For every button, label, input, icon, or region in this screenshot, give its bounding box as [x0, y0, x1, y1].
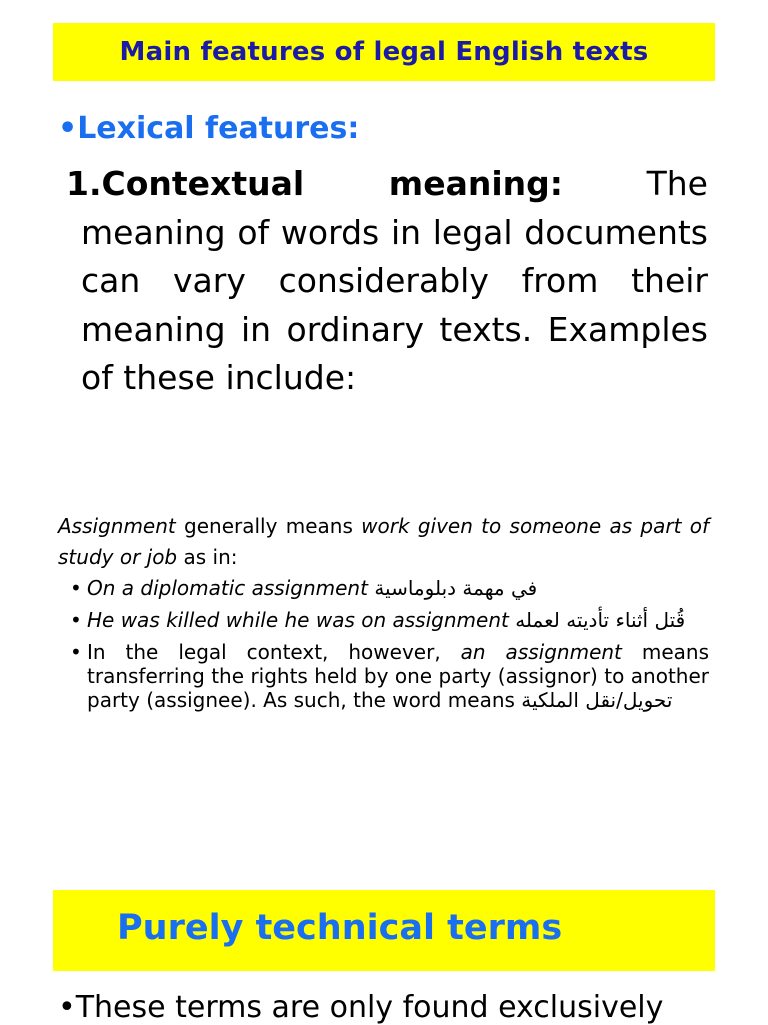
legal-rest: means transferring the rights held by one party (assignor) to another party (assignee). As such, the word means	[87, 640, 709, 712]
list-item	[66, 608, 709, 632]
lexical-heading-text: Lexical features:	[77, 111, 360, 146]
technical-terms-text	[58, 990, 718, 1025]
contextual-term: Contextual meaning:	[101, 164, 563, 203]
legal-lead: In the legal context, however,	[87, 640, 461, 664]
example-english: He was killed while he was on assignment	[87, 608, 509, 632]
contextual-meaning-paragraph	[66, 160, 708, 403]
assignment-meaning: work given to someone as part of study or job	[58, 514, 709, 569]
bullet: •	[70, 576, 82, 600]
example-english: On a diplomatic assignment	[87, 576, 368, 600]
item-number: 1.	[66, 164, 102, 203]
bullet: •	[58, 111, 78, 146]
section-banner	[53, 890, 715, 971]
list-item	[66, 640, 709, 712]
assignment-word: Assignment	[58, 514, 176, 538]
legal-arabic: تحويل/نقل الملكية	[521, 688, 673, 712]
section-title: Purely technical terms	[117, 908, 563, 948]
contextual-text: The meaning of words in legal documents can vary considerably from their meaning in ordinary texts. Examples of these include:	[81, 164, 708, 397]
assignment-mid: generally means	[175, 514, 362, 538]
list-item	[66, 576, 709, 600]
bullet: •	[70, 608, 82, 632]
assignment-tail: as in:	[177, 545, 238, 569]
bullet: •	[70, 640, 82, 664]
examples-list	[66, 576, 709, 712]
title-banner	[53, 23, 715, 81]
legal-term: an assignment	[460, 640, 622, 664]
technical-text: These terms are only found exclusively	[75, 990, 664, 1025]
assignment-definition	[58, 511, 709, 573]
example-arabic: قُتل أثناء تأديته لعمله	[515, 608, 686, 632]
example-arabic: في مهمة دبلوماسية	[374, 576, 538, 600]
lexical-features-heading	[58, 111, 359, 146]
bullet: •	[58, 990, 76, 1025]
slide-title: Main features of legal English texts	[119, 37, 649, 67]
